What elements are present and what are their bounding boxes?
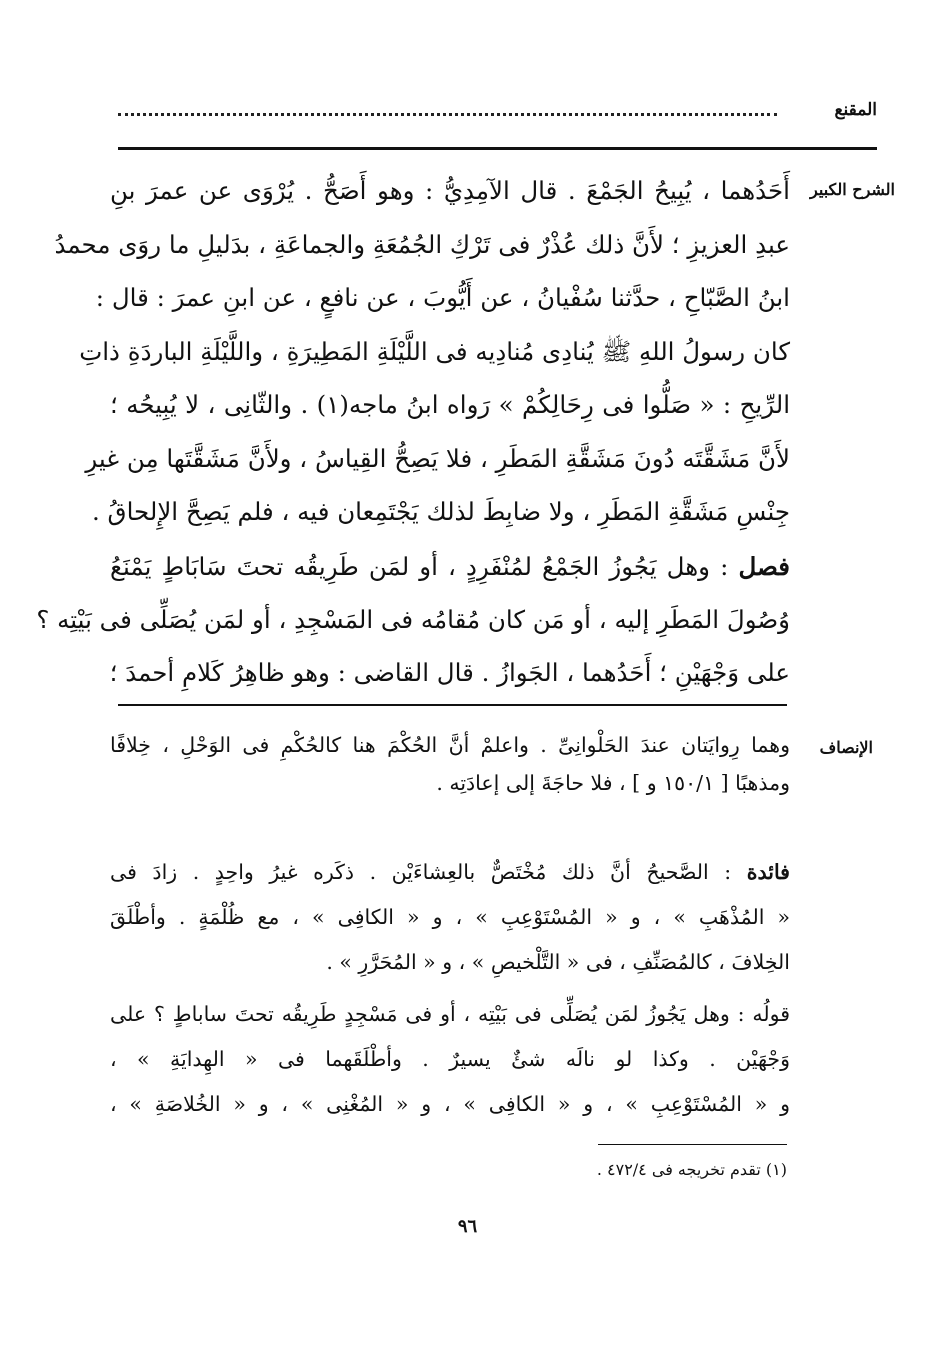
footnote-rule xyxy=(598,1144,787,1145)
section-divider xyxy=(118,704,787,706)
fasl-keyword: فصل xyxy=(738,552,790,581)
insaf-text-block xyxy=(110,726,790,802)
fasl-line: وُصُولَ المَطَرِ إليه ، أو مَن كان مُقامُه فى المَسْجِدِ ، أو لمَن يُصَلِّى فى بَيْتِه ؟ xyxy=(36,605,790,634)
sidebar-label-insaf: الإنصاف xyxy=(819,738,873,757)
fasl-paragraph xyxy=(36,540,790,699)
sharh-text-block xyxy=(54,164,791,539)
qawluh-paragraph xyxy=(110,992,790,1127)
faida-line: الخِلافَ ، كالمُصَنِّفِ ، فى « التَّلْخيصِ » ، و « المُحَرَّرِ » . xyxy=(326,950,790,974)
running-header-title: المقنع xyxy=(834,100,877,120)
page-number: ٩٦ xyxy=(457,1216,478,1237)
faida-line: « المُذْهَبِ » ، و « المُسْتَوْعِبِ » ، و « الكافِى » ، مع ظُلْمَةٍ . وأطْلَقَ xyxy=(110,905,790,929)
sharh-line: كان رسولُ اللهِ ﷺ يُنادِى مُنادِيه فى اللَّيْلَةِ المَطِيرَةِ ، واللَّيْلَةِ الباردَةِ ذاتِ xyxy=(79,336,790,366)
qawluh-line: و « المُسْتَوْعِبِ » ، و « الكافِى » ، و « المُغْنِى » ، و « الخُلاصَةِ » ، xyxy=(110,1092,790,1116)
insaf-line: ومذهبًا [ ١٥٠/١ و ] ، فلا حاجَةَ إلى إعادَتِه . xyxy=(436,771,790,795)
faida-line-text: : الصَّحيحُ أنَّ ذلك مُخْتَصٌّ بالعِشاءَيْن . ذكَره غيرُ واحِدٍ . زادَ فى xyxy=(110,860,747,884)
fasl-line: على وَجْهَيْنِ ؛ أَحَدُهما ، الجَوازُ . قال القاضى : وهو ظاهِرُ كَلامِ أحمدَ ؛ xyxy=(109,658,790,687)
fasl-line-text: : وهل يَجُوزُ الجَمْعُ لمُنْفَرِدٍ ، أو لمَن طَرِيقُه تحتَ سَابَاطٍ يَمْنَعُ xyxy=(110,552,739,581)
faida-paragraph xyxy=(110,850,790,985)
qawluh-line: قولُه : وهل يَجُوزُ لمَن يُصَلِّى فى بَيْتِه ، أو فى مَسْجِدٍ طَرِيقُه تحتَ ساباطٍ ؟ على xyxy=(110,1002,790,1026)
header-rule xyxy=(118,147,877,150)
sharh-line: ابنُ الصَّبّاحِ ، حدَّثنا سُفْيانُ ، عن أَيُّوبَ ، عن نافعٍ ، عن ابنِ عمرَ : قال : xyxy=(95,283,790,312)
sharh-line: أَحَدُهما ، يُبِيحُ الجَمْعَ . قال الآمِدِيُّ : وهو أَصَحُّ . يُرْوَى عن عمرَ بنِ xyxy=(110,176,790,205)
faida-line xyxy=(110,850,790,895)
fasl-line xyxy=(110,540,790,593)
sidebar-label-sharh: الشرح الكبير xyxy=(810,180,895,199)
sharh-line: جِنْسِ مَشَقَّةِ المَطَرِ ، ولا ضابِطَ لذلك يَجْتَمِعان فيه ، فلم يَصِحَّ الإِلحاقُ . xyxy=(91,497,790,526)
insaf-line: وهما رِوايَتان عندَ الحَلْوانِىِّ . واعلمْ أنَّ الحُكْمَ هنا كالحُكْمِ فى الوَحْلِ ، خِلافًا xyxy=(110,733,790,757)
sharh-line: الرِّيحِ : « صَلُّوا فى رِحَالِكُمْ » رَواه ابنُ ماجه(١) . والثّانِى ، لا يُبِيحُه ؛ xyxy=(110,390,791,419)
qawluh-line: وَجْهَيْن . وكذا لو نالَه شئٌ يسيرٌ . وأطْلَقَهما فى « الهِدايَةِ » ، xyxy=(110,1047,790,1071)
header-dotted-leader xyxy=(118,113,777,116)
sharh-line: عبدِ العزيزِ ؛ لأَنَّ ذلك عُذْرٌ فى تَرْكِ الجُمُعَةِ والجماعَةِ ، بدَليلِ ما روَى محمدُ xyxy=(54,229,790,259)
faida-keyword: فائدة xyxy=(746,860,790,884)
sharh-line: لأَنَّ مَشَقَّتَه دُونَ مَشَقَّةِ المَطَرِ ، فلا يَصِحُّ القِياسُ ، ولأَنَّ مَشَقَّتَها مِن غيرِ xyxy=(85,443,790,473)
footnote: (١) تقدم تخريجه فى ٤٧٢/٤ . xyxy=(596,1160,787,1179)
